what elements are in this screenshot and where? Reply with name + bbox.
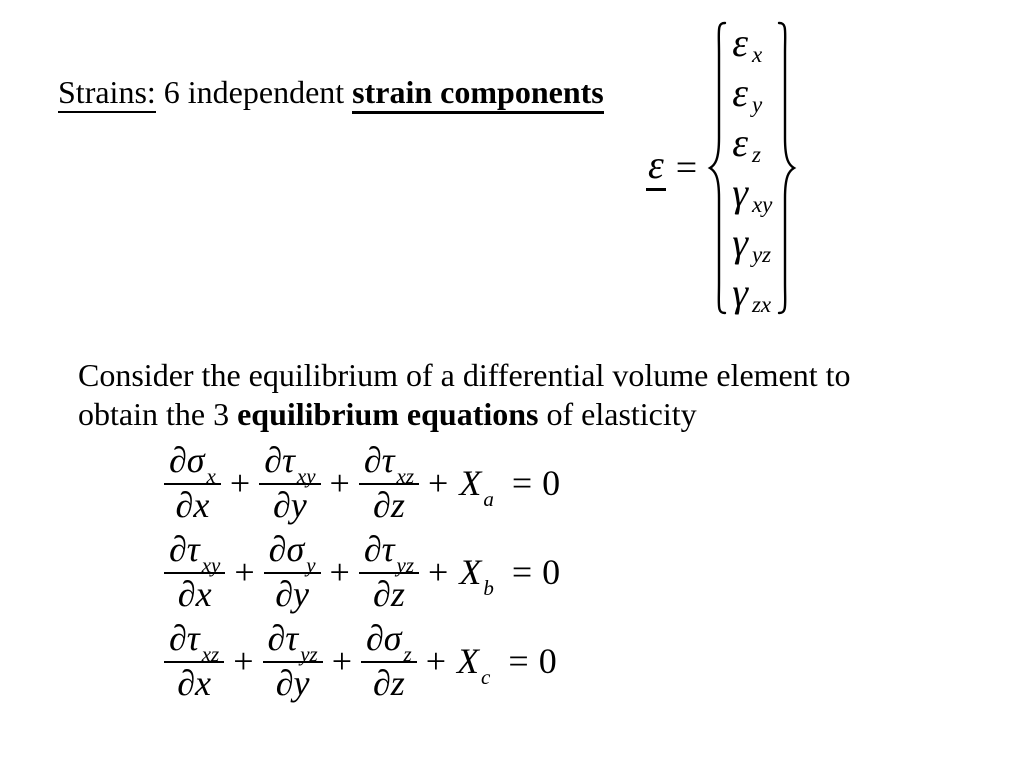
body-force-subscript: a: [483, 487, 494, 511]
plus-sign: +: [229, 463, 251, 503]
fraction-denominator: ∂y: [272, 485, 307, 525]
epsilon-vector-symbol: ε: [646, 145, 666, 191]
fraction-denominator: ∂y: [275, 663, 310, 703]
equals-sign: =: [508, 641, 529, 681]
component-subscript: y: [751, 91, 763, 117]
heading-plain-text: 6 independent: [155, 74, 353, 110]
fraction-denominator: ∂x: [175, 485, 210, 525]
fraction-numerator: [164, 529, 225, 577]
numerator-subscript: yz: [300, 642, 318, 666]
numerator-symbol: ∂σ: [268, 529, 305, 569]
fraction: [164, 619, 224, 703]
fraction-numerator: [359, 440, 419, 488]
plus-sign: +: [329, 463, 350, 503]
numerator-symbol: ∂σ: [169, 440, 205, 480]
paragraph-line-1: Consider the equilibrium of a differential volume element to: [78, 357, 851, 393]
paragraph-line-2: [78, 395, 851, 434]
strain-component: [732, 118, 772, 168]
fraction: [164, 530, 225, 614]
numerator-symbol: ∂τ: [363, 529, 395, 569]
fraction-numerator: [259, 440, 320, 488]
numerator-symbol: ∂τ: [264, 440, 295, 480]
fraction: [259, 441, 320, 525]
body-paragraph: [78, 356, 851, 434]
component-symbol: ε: [732, 120, 748, 165]
fraction-denominator: ∂y: [275, 574, 309, 614]
fraction: [359, 441, 419, 525]
plus-sign: +: [329, 552, 350, 592]
component-symbol: γ: [732, 270, 748, 315]
component-subscript: yz: [751, 241, 772, 267]
fraction: [264, 530, 321, 614]
equilibrium-equation-3: [164, 619, 560, 703]
strain-vector-equation: [646, 18, 799, 318]
equals-sign: =: [675, 147, 698, 189]
component-symbol: ε: [732, 20, 748, 65]
equilibrium-equations: [164, 441, 560, 703]
strain-component: [732, 218, 772, 268]
plus-sign: +: [425, 641, 447, 681]
fraction-denominator: ∂x: [177, 663, 211, 703]
component-symbol: γ: [732, 220, 748, 265]
body-force-symbol: X: [457, 641, 480, 681]
plus-sign: +: [234, 552, 255, 592]
fraction-numerator: [164, 618, 224, 666]
numerator-subscript: xz: [201, 642, 220, 666]
fraction-denominator: ∂z: [373, 574, 405, 614]
equilibrium-equation-2: [164, 530, 560, 614]
strain-component: [732, 268, 772, 318]
left-brace-icon: [705, 18, 729, 318]
numerator-symbol: ∂τ: [267, 618, 299, 658]
body-force-symbol: X: [459, 463, 482, 503]
equilibrium-equation-1: [164, 441, 560, 525]
component-subscript: x: [751, 41, 763, 67]
numerator-subscript: xy: [201, 553, 221, 577]
numerator-symbol: ∂τ: [363, 440, 395, 480]
numerator-subscript: x: [206, 464, 216, 488]
plus-sign: +: [331, 641, 352, 681]
component-subscript: zx: [751, 291, 772, 317]
numerator-subscript: yz: [396, 553, 415, 577]
strain-component: [732, 168, 772, 218]
fraction-numerator: [264, 529, 321, 577]
fraction: [361, 619, 417, 703]
fraction-denominator: ∂z: [373, 485, 405, 525]
paragraph-line-2-post: of elasticity: [538, 396, 697, 432]
numerator-symbol: ∂τ: [169, 529, 200, 569]
component-subscript: xy: [751, 191, 773, 217]
body-force-term: [459, 551, 494, 600]
numerator-subscript: xz: [396, 464, 415, 488]
fraction-numerator: [359, 529, 419, 577]
component-symbol: γ: [732, 170, 748, 215]
numerator-subscript: z: [403, 642, 412, 666]
plus-sign: +: [428, 463, 449, 503]
strain-component: [732, 68, 772, 118]
fraction: [164, 441, 221, 525]
heading: [58, 74, 604, 111]
numerator-symbol: ∂σ: [366, 618, 402, 658]
heading-underlined-label: Strains:: [58, 74, 156, 113]
fraction: [263, 619, 323, 703]
body-force-term: [459, 462, 494, 511]
component-symbol: ε: [732, 70, 748, 115]
paragraph-line-2-pre: obtain the 3: [78, 396, 238, 432]
strain-components-column: [732, 18, 772, 318]
body-force-subscript: b: [483, 576, 494, 600]
component-subscript: z: [751, 141, 761, 167]
plus-sign: +: [233, 641, 254, 681]
fraction-denominator: ∂z: [372, 663, 405, 703]
fraction-numerator: [361, 618, 417, 666]
fraction: [359, 530, 419, 614]
fraction-denominator: ∂x: [177, 574, 212, 614]
fraction-numerator: [263, 618, 323, 666]
numerator-symbol: ∂τ: [169, 618, 200, 658]
right-brace-icon: [775, 18, 799, 318]
body-force-subscript: c: [481, 665, 491, 689]
heading-bold-underlined: strain components: [352, 74, 604, 114]
strain-component: [732, 18, 772, 68]
zero-value: 0: [542, 552, 561, 592]
numerator-subscript: y: [306, 553, 316, 577]
numerator-subscript: xy: [296, 464, 316, 488]
body-force-symbol: X: [459, 552, 482, 592]
paragraph-line-2-bold: equilibrium equations: [237, 396, 539, 432]
fraction-numerator: [164, 440, 221, 488]
equals-sign: =: [511, 463, 533, 503]
zero-value: 0: [542, 463, 561, 503]
body-force-term: [457, 640, 491, 689]
plus-sign: +: [428, 552, 449, 592]
zero-value: 0: [538, 641, 557, 681]
equals-sign: =: [511, 552, 533, 592]
